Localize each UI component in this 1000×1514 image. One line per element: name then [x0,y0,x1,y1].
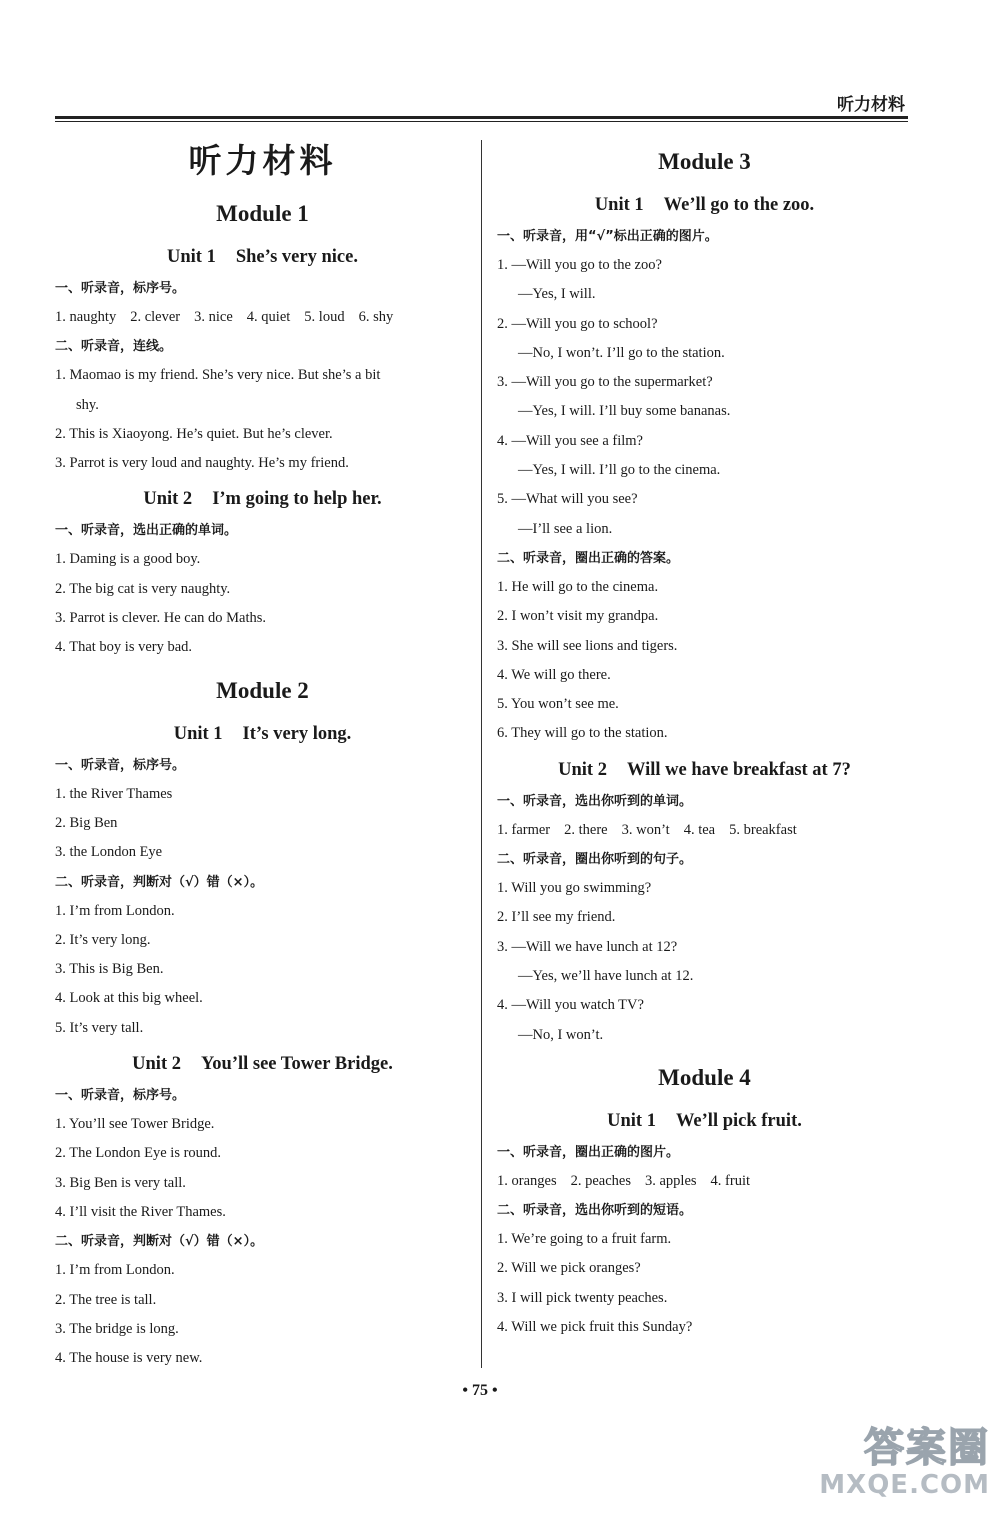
section-heading: 一、听录音，标序号。 [55,281,186,296]
section-heading: 一、听录音，选出你听到的单词。 [497,793,693,809]
word-item: 3. won’t [621,821,670,838]
word-list [55,303,470,332]
text-line: 4. The house is very new. [55,1350,203,1367]
text-line: —No, I won’t. [518,1026,604,1043]
text-line: 3. —Will you go to the supermarket? [497,374,713,391]
text-line: —I’ll see a lion. [518,520,613,537]
text-line: 2. —Will you go to school? [497,315,658,332]
header-rule-thin [55,121,908,122]
section-heading: 一、听录音，圈出正确的图片。 [497,1144,680,1160]
text-line: 3. This is Big Ben. [55,961,164,978]
m3-unit-2-title [497,753,912,787]
word-item: 1. naughty [55,309,117,325]
watermark-logo [819,1426,990,1500]
module-3-title: Module 3 [658,149,751,174]
text-line: 5. —What will you see? [497,491,638,508]
section-heading: 一、听录音，标序号。 [55,1088,186,1104]
unit-name: Will we have breakfast at 7? [626,759,851,780]
text-line: 2. The tree is tall. [55,1291,157,1308]
text-line: —No, I won’t. I’ll go to the station. [518,344,725,361]
unit-label: Unit 1 [167,247,216,267]
text-line: 1. I’m from London. [55,902,175,919]
section-heading: 二、听录音，判断对（√）错（×）。 [55,874,264,890]
watermark-cn: 答案圈 [864,1425,990,1471]
text-line: 3. Parrot is clever. He can do Maths. [55,610,267,627]
section-heading: 二、听录音，连线。 [55,339,173,355]
m3-unit-1-title [497,188,912,222]
text-line: 3. I will pick twenty peaches. [497,1289,668,1306]
unit-name: It’s very long. [242,723,352,744]
text-line: 3. Parrot is very loud and naughty. He’s my friend. [55,455,349,472]
unit-name: You’ll see Tower Bridge. [200,1054,393,1075]
unit-name: We’ll go to the zoo. [663,195,815,215]
text-line: shy. [76,396,99,413]
text-line: 1. Daming is a good boy. [55,551,201,568]
text-line: 1. You’ll see Tower Bridge. [55,1116,215,1133]
word-item: 5. breakfast [729,821,797,838]
word-list [497,816,912,845]
unit-label: Unit 2 [132,1054,181,1075]
m1-unit-2-title [55,482,470,516]
unit-label: Unit 1 [173,723,223,744]
text-line: 3. The bridge is long. [55,1320,179,1337]
text-line: 2. This is Xiaoyong. He’s quiet. But he’s clever. [55,425,333,442]
running-header-title: 听力材料 [837,95,905,115]
section-heading: 二、听录音，选出你听到的短语。 [497,1203,693,1219]
module-1-title: Module 1 [216,201,309,226]
unit-name: I’m going to help her. [212,489,382,510]
text-line: 5. It’s very tall. [55,1019,144,1036]
m4-unit-1-title [497,1104,912,1138]
word-list [497,1167,912,1196]
word-item: 6. shy [358,309,394,325]
watermark-url: MXQE.COM [819,1470,990,1500]
left-column [55,130,470,1373]
text-line: 1. the River Thames [55,785,173,802]
text-line: 1. —Will you go to the zoo? [497,257,662,273]
m2-unit-1-title [55,717,470,751]
module-4-title: Module 4 [658,1064,751,1090]
unit-label: Unit 1 [607,1110,656,1131]
text-line: 1. I’m from London. [55,1262,175,1279]
unit-name: We’ll pick fruit. [675,1110,802,1131]
text-line: 5. You won’t see me. [497,696,619,713]
text-line: 2. I’ll see my friend. [497,909,616,926]
word-item: 2. there [564,821,608,838]
text-line: 4. —Will you watch TV? [497,997,644,1014]
text-line: 4. Look at this big wheel. [55,990,203,1007]
text-line: 4. —Will you see a film? [497,432,643,449]
header-rule-thick [55,116,908,119]
section-heading: 二、听录音，圈出正确的答案。 [497,550,680,566]
word-item: 5. loud [304,309,345,325]
page-heading: 听力材料 [188,141,337,180]
m2-unit-2-title [55,1047,470,1081]
section-heading: 一、听录音，用“√”标出正确的图片。 [497,229,718,244]
text-line: —Yes, I will. I’ll buy some bananas. [518,403,731,420]
unit-name: She’s very nice. [235,247,358,267]
text-line: —Yes, we’ll have lunch at 12. [518,967,694,984]
column-divider [481,140,482,1368]
page-number: • 75 • [462,1382,498,1399]
word-item: 4. tea [683,821,716,838]
unit-label: Unit 2 [558,759,607,780]
text-line: 3. —Will we have lunch at 12? [497,938,678,955]
text-line: 4. That boy is very bad. [55,639,193,656]
text-line: 1. Maomao is my friend. She’s very nice. But she’s a bit [55,367,381,384]
word-item: 1. oranges [497,1172,557,1189]
text-line: 1. He will go to the cinema. [497,578,659,595]
word-item: 3. nice [194,309,233,325]
text-line: 3. Big Ben is very tall. [55,1174,186,1191]
section-heading: 一、听录音，选出正确的单词。 [55,523,238,539]
text-line: 2. Big Ben [55,814,118,831]
text-line: 3. the London Eye [55,844,163,861]
word-item: 2. peaches [570,1172,631,1189]
text-line: 2. I won’t visit my grandpa. [497,608,659,625]
unit-label: Unit 2 [143,489,193,510]
text-line: —Yes, I will. [518,286,596,303]
text-line: 6. They will go to the station. [497,725,668,742]
m1-unit-1-title [55,240,470,274]
text-line: 2. It’s very long. [55,931,151,948]
text-line: 2. The big cat is very naughty. [55,580,231,597]
text-line: 4. Will we pick fruit this Sunday? [497,1319,693,1336]
section-heading: 二、听录音，判断对（√）错（×）。 [55,1234,264,1250]
word-item: 3. apples [644,1172,697,1189]
text-line: 4. I’ll visit the River Thames. [55,1203,226,1220]
section-heading: 二、听录音，圈出你听到的句子。 [497,852,693,868]
text-line: 2. The London Eye is round. [55,1145,222,1162]
text-line: 1. Will you go swimming? [497,880,652,897]
text-line: 4. We will go there. [497,666,611,683]
text-line: 2. Will we pick oranges? [497,1260,641,1277]
word-item: 4. quiet [246,309,291,325]
unit-label: Unit 1 [594,195,644,215]
module-2-title: Module 2 [216,677,309,703]
word-item: 1. farmer [497,821,551,838]
section-heading: 一、听录音，标序号。 [55,757,186,773]
right-column [497,130,912,1342]
word-item: 4. fruit [710,1172,750,1189]
text-line: 1. We’re going to a fruit farm. [497,1231,672,1248]
word-item: 2. clever [130,309,181,325]
text-line: 3. She will see lions and tigers. [497,637,678,654]
text-line: —Yes, I will. I’ll go to the cinema. [518,462,721,479]
